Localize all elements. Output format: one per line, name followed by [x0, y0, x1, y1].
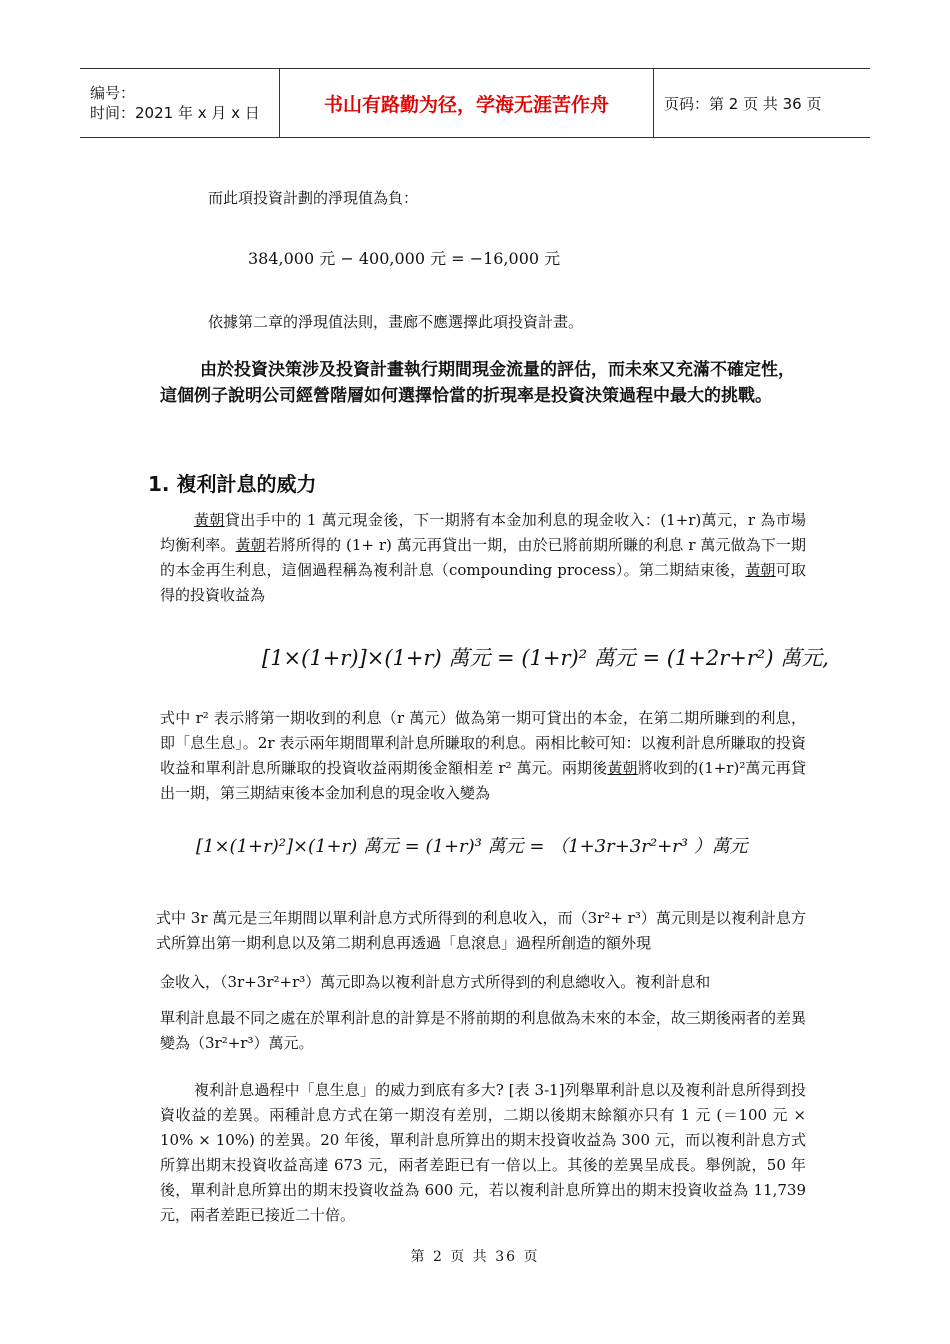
- paragraph-npv-negative: 而此項投資計劃的淨現值為負：: [208, 189, 419, 207]
- paragraph-compounding-a: 貸出手中的 1 萬元現金後，下一期將有本金加利息的現金收入：(1+r)萬元，r 為市場均衡利率。: [160, 511, 806, 554]
- paragraph-table-comparison: 複利計息過程中「息生息」的威力到底有多大? [表 3-1]列舉單利計息以及複利計息所得到投資收益的差異。兩種計息方式在第一期沒有差別，二期以後期末餘額亦只有 1 元 (＝100 元 × 10% × 10%) 的差異。20 年後，單利計息所算出的期末投資收益為 300 元，而以複利計息方式所算出期末投資收益高達 673 元，兩者差距已有一倍以上。其後的差異呈成長。舉例說，50 年後，單利計息所算出的期末投資收益為 600 元，若以複利計息所算出的期末投資收益為 11,739 元，兩者差距已接近二十倍。: [160, 1081, 806, 1224]
- section-heading: 1. 複利計息的威力: [148, 472, 317, 496]
- paragraph-three-period-c: 單利計息最不同之處在於單利計息的計算是不將前期的利息做為未來的本金，故三期後兩者的差異變為（3r²+r³）萬元。: [160, 1009, 806, 1052]
- number-label: 编号：: [90, 84, 136, 102]
- motto-text: 书山有路勤为径，学海无涯苦作舟: [323, 93, 609, 116]
- header-motto: [280, 69, 654, 137]
- person-name: 黃朝: [235, 536, 266, 554]
- header-page-info: [654, 69, 870, 137]
- paragraph-npv-rule: 依據第二章的淨現值法則，畫廊不應選擇此項投資計畫。: [208, 313, 584, 331]
- paragraph-interest-b: 將收到的(1+r)²萬元再貸出一期，第三期結束後本金加利息的現金收入變為: [160, 759, 806, 802]
- paragraph-challenge: 由於投資決策涉及投資計畫執行期間現金流量的評估，而未來又充滿不確定性，這個例子說明公司經營階層如何選擇恰當的折現率是投資決策過程中最大的挑戰。: [160, 360, 795, 406]
- paragraph-interest-on-interest: [160, 706, 806, 806]
- page-header: [80, 68, 870, 138]
- person-name: 黃朝: [607, 759, 638, 777]
- paragraph-compounding-b: 若將所得的 (1+ r) 萬元再貸出一期，由於已將前期所賺的利息 r 萬元做為下一期的本金再生利息，這個過程稱為複利計息（compounding process）。第二期結束後，: [160, 536, 806, 579]
- equation-three-period: [1×(1+r)²]×(1+r) 萬元 = (1+r)³ 萬元 = （1+3r+3r²+r³ ）萬元: [196, 836, 748, 857]
- date-label: 时间：2021 年 x 月 x 日: [90, 104, 260, 122]
- person-name: 黃朝: [194, 511, 225, 529]
- equation-two-period: [1×(1+r)]×(1+r) 萬元 = (1+r)² 萬元 = (1+2r+r²) 萬元,: [262, 646, 829, 670]
- person-name: 黃朝: [745, 561, 776, 579]
- header-meta: [80, 69, 280, 137]
- paragraph-compounding: [160, 508, 806, 608]
- page-footer: 第 2 页 共 36 页: [410, 1249, 540, 1265]
- paragraph-compounding-c: 可取得的投資收益為: [160, 561, 806, 604]
- equation-npv: 384,000 元 − 400,000 元 = −16,000 元: [248, 249, 561, 268]
- paragraph-three-period-b: 金收入，（3r+3r²+r³）萬元即為以複利計息方式所得到的利息總收入。複利計息和: [160, 973, 711, 991]
- paragraph-three-period-a: 式中 3r 萬元是三年期間以單利計息方式所得到的利息收入，而（3r²+ r³）萬元則是以複利計息方式所算出第一期利息以及第二期利息再透過「息滾息」過程所創造的額外現: [156, 909, 806, 952]
- page-info-text: 页码：第 2 页 共 36 页: [664, 94, 822, 113]
- paragraph-interest-a: 式中 r² 表示將第一期收到的利息（r 萬元）做為第一期可貸出的本金，在第二期所賺到的利息，即「息生息」。2r 表示兩年期間單利計息所賺取的利息。兩相比較可知：以複利計息所賺取的投資收益和單利計息所賺取的投資收益兩期後金額相差 r² 萬元。兩期後: [160, 709, 806, 777]
